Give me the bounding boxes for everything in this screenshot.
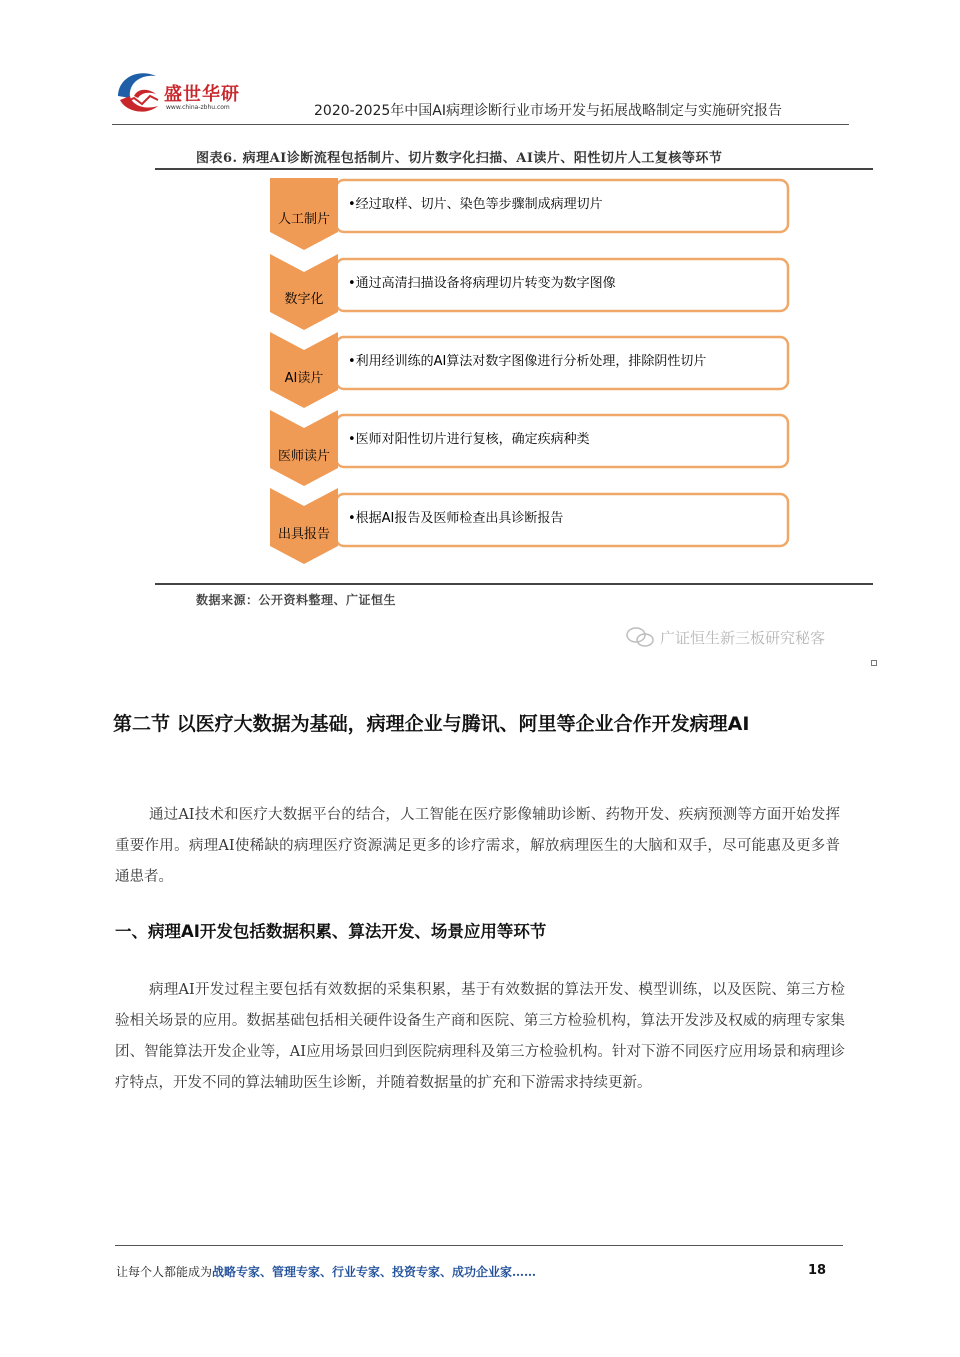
chevron-5 (270, 488, 338, 564)
small-square-mark (871, 660, 877, 666)
flow-step (270, 178, 788, 250)
section-title: 第二节 以医疗大数据为基础，病理企业与腾讯、阿里等企业合作开发病理AI (113, 713, 750, 735)
watermark-text: 广证恒生新三板研究秘客 (660, 629, 826, 647)
chevron-4 (270, 410, 338, 486)
process-flow-diagram (260, 170, 800, 580)
step-text-4: •医师对阳性切片进行复核，确定疾病种类 (348, 432, 590, 447)
logo-url: www.china-zbhu.com (166, 104, 230, 111)
header-divider (112, 124, 849, 125)
report-title: 2020-2025年中国AI病理诊断行业市场开发与拓展战略制定与实施研究报告 (314, 103, 783, 119)
figure-bottom-rule (155, 583, 873, 585)
flow-step (270, 254, 788, 330)
footer-emphasis: 战略专家、管理专家、行业专家、投资专家、成功企业家…… (212, 1265, 537, 1279)
subsection-title: 一、病理AI开发包括数据积累、算法开发、场景应用等环节 (115, 922, 547, 941)
paragraph-2: 病理AI开发过程主要包括有效数据的采集积累，基于有效数据的算法开发、模型训练，以及医院、第三方检验相关场景的应用。数据基础包括相关硬件设备生产商和医院、第三方检验机构，算法开发涉及权威的病理专家集团、智能算法开发企业等，AI应用场景回归到医院病理科及第三方检验机构。针对下游不同医疗应用场景和病理诊疗特点，开发不同的算法辅助医生诊断，并随着数据量的扩充和下游需求持续更新。 (115, 982, 845, 1091)
step-text-1: •经过取样、切片、染色等步骤制成病理切片 (348, 197, 603, 212)
footer-prefix: 让每个人都能成为 (116, 1265, 213, 1279)
chevron-label-3: AI读片 (284, 371, 324, 386)
chevron-label-2: 数字化 (284, 292, 324, 307)
paragraph-1: 通过AI技术和医疗大数据平台的结合，人工智能在医疗影像辅助诊断、药物开发、疾病预测等方面开始发挥重要作用。病理AI使稀缺的病理医疗资源满足更多的诊疗需求，解放病理医生的大脑和双手，尽可能惠及更多普通患者。 (115, 807, 840, 885)
step-text-2: •通过高清扫描设备将病理切片转变为数字图像 (348, 276, 616, 291)
step-text-5: •根据AI报告及医师检查出具诊断报告 (348, 511, 564, 526)
chevron-label-5: 出具报告 (277, 527, 331, 542)
flow-step (270, 488, 788, 564)
chevron-3 (270, 332, 338, 408)
figure-caption: 图表6. 病理AI诊断流程包括制片、切片数字化扫描、AI读片、阳性切片人工复核等环节 (196, 151, 723, 166)
logo-name: 盛世华研 (164, 84, 240, 105)
wechat-icon (625, 626, 655, 648)
chevron-label-1: 人工制片 (277, 212, 331, 227)
footer-divider (115, 1245, 843, 1246)
page-number: 18 (808, 1263, 827, 1278)
figure-source: 数据来源：公开资料整理、广证恒生 (196, 593, 397, 607)
footer-slogan (116, 1263, 536, 1280)
step-text-3: •利用经训练的AI算法对数字图像进行分析处理，排除阴性切片 (348, 354, 707, 369)
flow-step (270, 332, 788, 408)
chevron-label-4: 医师读片 (277, 449, 331, 464)
flow-step (270, 410, 788, 486)
